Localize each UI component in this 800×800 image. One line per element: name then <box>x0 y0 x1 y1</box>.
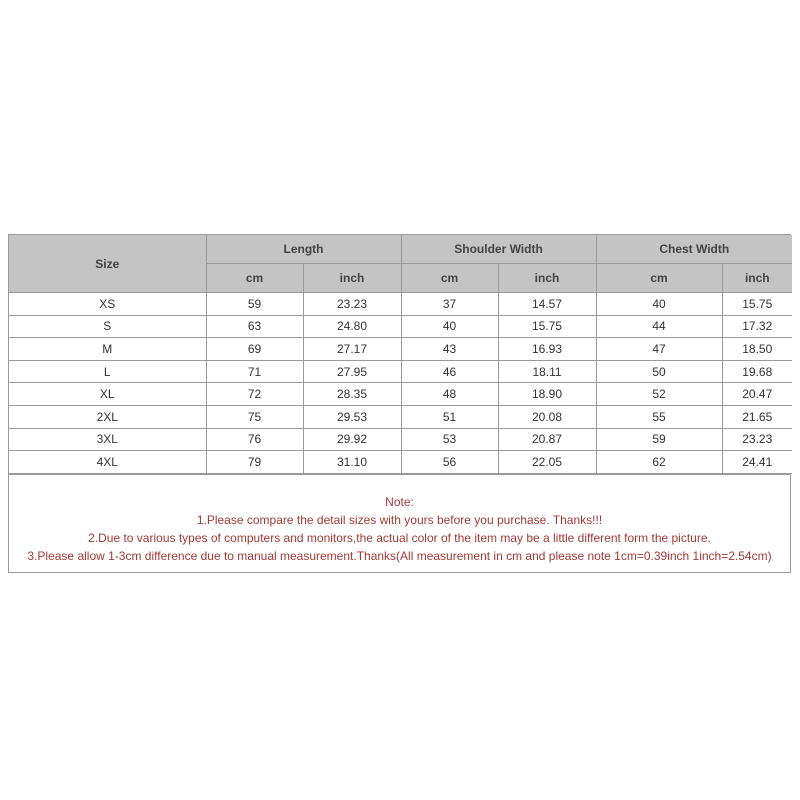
note-line: 1.Please compare the detail sizes with yours before you purchase. Thanks!!! <box>196 512 603 527</box>
notes-section <box>9 474 790 572</box>
value-cell: 44 <box>596 315 722 338</box>
unit-header: inch <box>498 264 596 293</box>
value-cell: 56 <box>401 451 498 474</box>
value-cell: 55 <box>596 405 722 428</box>
value-cell: 72 <box>206 383 303 406</box>
value-cell: 22.05 <box>498 451 596 474</box>
note-line: 3.Please allow 1-3cm difference due to manual measurement.Thanks(All measurement in cm and please note 1cm=0.39inch 1inch=2.54cm) <box>27 548 772 563</box>
size-cell: 3XL <box>9 428 206 451</box>
size-chart <box>8 234 791 573</box>
value-cell: 14.57 <box>498 293 596 316</box>
size-cell: L <box>9 360 206 383</box>
value-cell: 21.65 <box>722 405 792 428</box>
value-cell: 15.75 <box>498 315 596 338</box>
size-cell: 2XL <box>9 405 206 428</box>
value-cell: 62 <box>596 451 722 474</box>
value-cell: 18.50 <box>722 338 792 361</box>
value-cell: 76 <box>206 428 303 451</box>
value-cell: 18.90 <box>498 383 596 406</box>
value-cell: 51 <box>401 405 498 428</box>
table-row <box>9 428 792 451</box>
value-cell: 37 <box>401 293 498 316</box>
table-row <box>9 315 792 338</box>
value-cell: 16.93 <box>498 338 596 361</box>
value-cell: 48 <box>401 383 498 406</box>
table-row <box>9 405 792 428</box>
size-header: Size <box>9 235 206 293</box>
size-table <box>9 235 792 474</box>
value-cell: 17.32 <box>722 315 792 338</box>
value-cell: 50 <box>596 360 722 383</box>
size-cell: XS <box>9 293 206 316</box>
table-row <box>9 338 792 361</box>
unit-header: inch <box>303 264 401 293</box>
value-cell: 28.35 <box>303 383 401 406</box>
header-row-groups <box>9 235 792 264</box>
value-cell: 43 <box>401 338 498 361</box>
value-cell: 52 <box>596 383 722 406</box>
value-cell: 23.23 <box>303 293 401 316</box>
value-cell: 71 <box>206 360 303 383</box>
value-cell: 29.92 <box>303 428 401 451</box>
table-row <box>9 451 792 474</box>
table-body <box>9 293 792 474</box>
value-cell: 59 <box>596 428 722 451</box>
value-cell: 19.68 <box>722 360 792 383</box>
size-cell: 4XL <box>9 451 206 474</box>
unit-header: cm <box>596 264 722 293</box>
unit-header: cm <box>206 264 303 293</box>
table-row <box>9 293 792 316</box>
value-cell: 23.23 <box>722 428 792 451</box>
value-cell: 79 <box>206 451 303 474</box>
value-cell: 40 <box>596 293 722 316</box>
size-cell: S <box>9 315 206 338</box>
chest-width-header: Chest Width <box>596 235 792 264</box>
value-cell: 40 <box>401 315 498 338</box>
shoulder-width-header: Shoulder Width <box>401 235 596 264</box>
value-cell: 59 <box>206 293 303 316</box>
value-cell: 63 <box>206 315 303 338</box>
value-cell: 20.47 <box>722 383 792 406</box>
size-cell: XL <box>9 383 206 406</box>
value-cell: 24.80 <box>303 315 401 338</box>
value-cell: 27.17 <box>303 338 401 361</box>
value-cell: 20.87 <box>498 428 596 451</box>
unit-header: cm <box>401 264 498 293</box>
note-line: 2.Due to various types of computers and monitors,the actual color of the item may be a little different form the picture. <box>88 530 711 545</box>
value-cell: 47 <box>596 338 722 361</box>
value-cell: 75 <box>206 405 303 428</box>
value-cell: 27.95 <box>303 360 401 383</box>
value-cell: 20.08 <box>498 405 596 428</box>
value-cell: 15.75 <box>722 293 792 316</box>
size-cell: M <box>9 338 206 361</box>
length-header: Length <box>206 235 401 264</box>
value-cell: 18.11 <box>498 360 596 383</box>
value-cell: 53 <box>401 428 498 451</box>
unit-header: inch <box>722 264 792 293</box>
value-cell: 29.53 <box>303 405 401 428</box>
value-cell: 46 <box>401 360 498 383</box>
table-row <box>9 383 792 406</box>
value-cell: 69 <box>206 338 303 361</box>
value-cell: 31.10 <box>303 451 401 474</box>
table-row <box>9 360 792 383</box>
value-cell: 24.41 <box>722 451 792 474</box>
notes-title: Note: <box>385 494 414 509</box>
